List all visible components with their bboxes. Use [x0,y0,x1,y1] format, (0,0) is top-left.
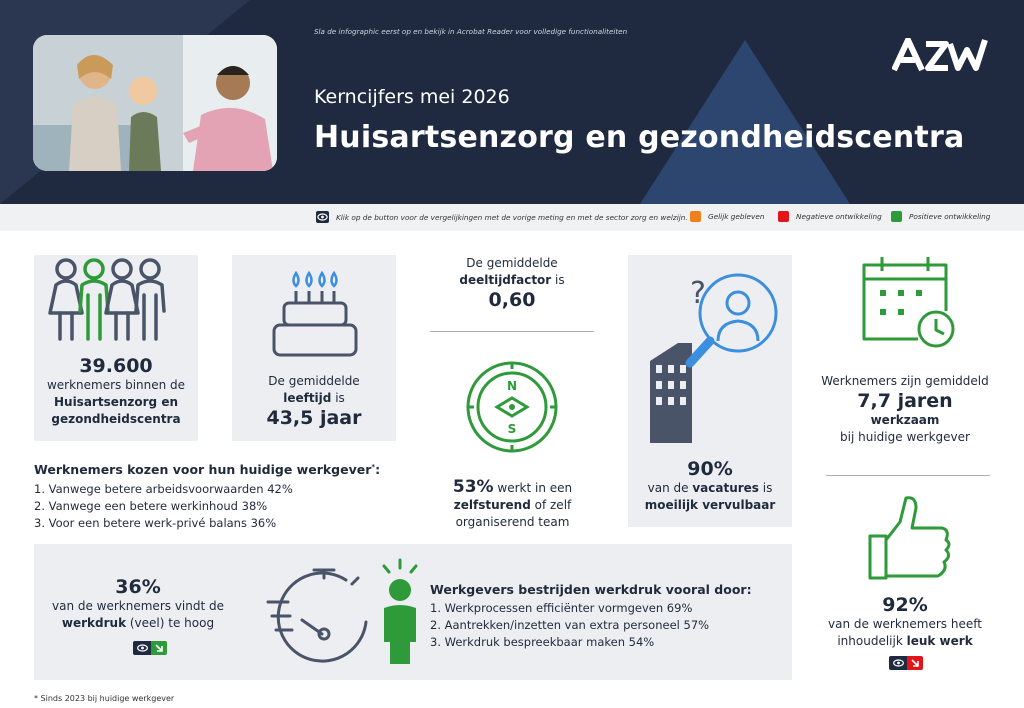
list-item: 2. Aantrekken/inzetten van extra personeel 57% [430,618,710,632]
combat-block [430,582,752,651]
list-item: 2. Vanwege een betere werkinhoud 38% [34,499,268,513]
people-group-icon [44,255,188,345]
legend-item-equal [690,211,764,222]
list-item: 1. Vanwege betere arbeidsvoorwaarden 42% [34,482,293,496]
legend-item-negative [778,211,882,222]
fun-line1: van de werknemers heeft [828,617,982,631]
age-value: 43,5 jaar [266,407,362,429]
selfsteering-value: 53% [452,477,494,497]
green-square-icon [891,211,902,222]
calendar-clock-icon [860,255,956,349]
vacancies-bold: vacatures [692,481,759,495]
tenure-line1: Werknemers zijn gemiddeld [821,374,989,388]
tenure-block [820,373,990,446]
divider [430,331,594,332]
svg-text:S: S [507,422,517,436]
workload-line1: van de werknemers vindt de [51,599,224,613]
list-item: 1. Werkprocessen efficiënter vormgeven 69% [430,601,693,615]
legend-label: Gelijk gebleven [708,212,765,221]
divider [826,475,990,476]
employees-line1: werknemers binnen de [46,378,186,392]
eye-icon [133,641,151,655]
page-title: Huisartsenzorg en gezondheidscentra [314,120,965,155]
workload-value: 36% [115,576,161,598]
red-square-icon [778,211,789,222]
page-subtitle: Kerncijfers mei 2026 [314,86,510,108]
thumbs-up-icon [866,492,952,582]
vacancies-rest: is [758,481,773,495]
azw-logo [892,38,988,72]
eye-icon [316,211,329,223]
parttime-rest: is [551,273,565,287]
legend-label: Negatieve ontwikkeling [796,212,882,221]
compass-icon [465,360,559,454]
parttime-value: 0,60 [488,289,536,311]
workload-bold: werkdruk [61,616,127,630]
stopwatch-person-icon [262,554,442,672]
acrobat-note: Sla de infographic eerst op en bekijk in Acrobat Reader voor volledige functionaliteiten [314,27,628,36]
fun-value: 92% [882,594,928,616]
vacancies-pre: van de [647,481,693,495]
choices-list [34,481,293,532]
birthday-cake-icon [270,269,360,359]
age-bold: leeftijd [283,391,332,405]
choices-title-end: : [375,462,381,477]
workload-compare-button[interactable] [133,641,167,655]
employees-tile [34,255,198,441]
tenure-value: 7,7 jaren [857,390,953,412]
building-search-icon [638,265,788,445]
vacancies-value: 90% [687,458,733,480]
employees-line3: gezondheidscentra [51,412,181,426]
fun-pre: inhoudelijk [837,634,907,648]
legend-item-positive [891,211,990,222]
employees-line2: Huisartsenzorg en [53,395,178,409]
legend-instruction: Klik op de button voor de vergelijkingen met de vorige meting en met de sector zorg en welzijn. [336,213,688,222]
tenure-line3: bij huidige werkgever [840,430,970,444]
list-item: 3. Voor een betere werk-privé balans 36% [34,516,277,530]
selfsteering-rest2: of zelf [530,498,572,512]
selfsteering-rest1: werkt in een [493,481,573,495]
choices-title [34,462,380,477]
eye-icon [889,656,907,670]
parttime-bold: deeltijdfactor [459,273,552,287]
combat-title: Werkgevers bestrijden werkdruk vooral door: [430,582,752,597]
svg-text:N: N [506,379,518,393]
arrow-down-right-icon [151,641,167,655]
fun-compare-button[interactable] [889,656,923,670]
employees-value: 39.600 [79,355,153,377]
header-banner [0,0,1024,204]
age-tile [232,255,396,441]
age-line1: De gemiddelde [268,374,360,388]
workload-tile [34,544,792,680]
svg-text:?: ? [690,276,706,311]
orange-square-icon [690,211,701,222]
choices-title-mark: * [371,462,376,471]
footnote: * Sinds 2023 bij huidige werkgever [34,694,175,703]
selfsteering-bold: zelfsturend [453,498,531,512]
choices-title-text: Werknemers kozen voor hun huidige werkgever [34,462,372,477]
list-item: 3. Werkdruk bespreekbaar maken 54% [430,635,655,649]
legend-bar [0,204,1024,231]
selfsteering-block [425,479,600,531]
fun-block [820,594,990,650]
age-rest: is [331,391,345,405]
parttime-line1: De gemiddelde [466,256,558,270]
selfsteering-line3: organiserend team [455,515,570,529]
tenure-bold: werkzaam [870,413,940,427]
header-photo [33,35,277,171]
legend-label: Positieve ontwikkeling [909,212,991,221]
workload-rest: (veel) te hoog [126,616,215,630]
vacancies-tile [628,255,792,527]
fun-bold: leuk werk [906,634,973,648]
parttime-block [430,255,594,311]
arrow-down-right-icon [907,656,923,670]
vacancies-line3: moeilijk vervulbaar [644,498,776,512]
